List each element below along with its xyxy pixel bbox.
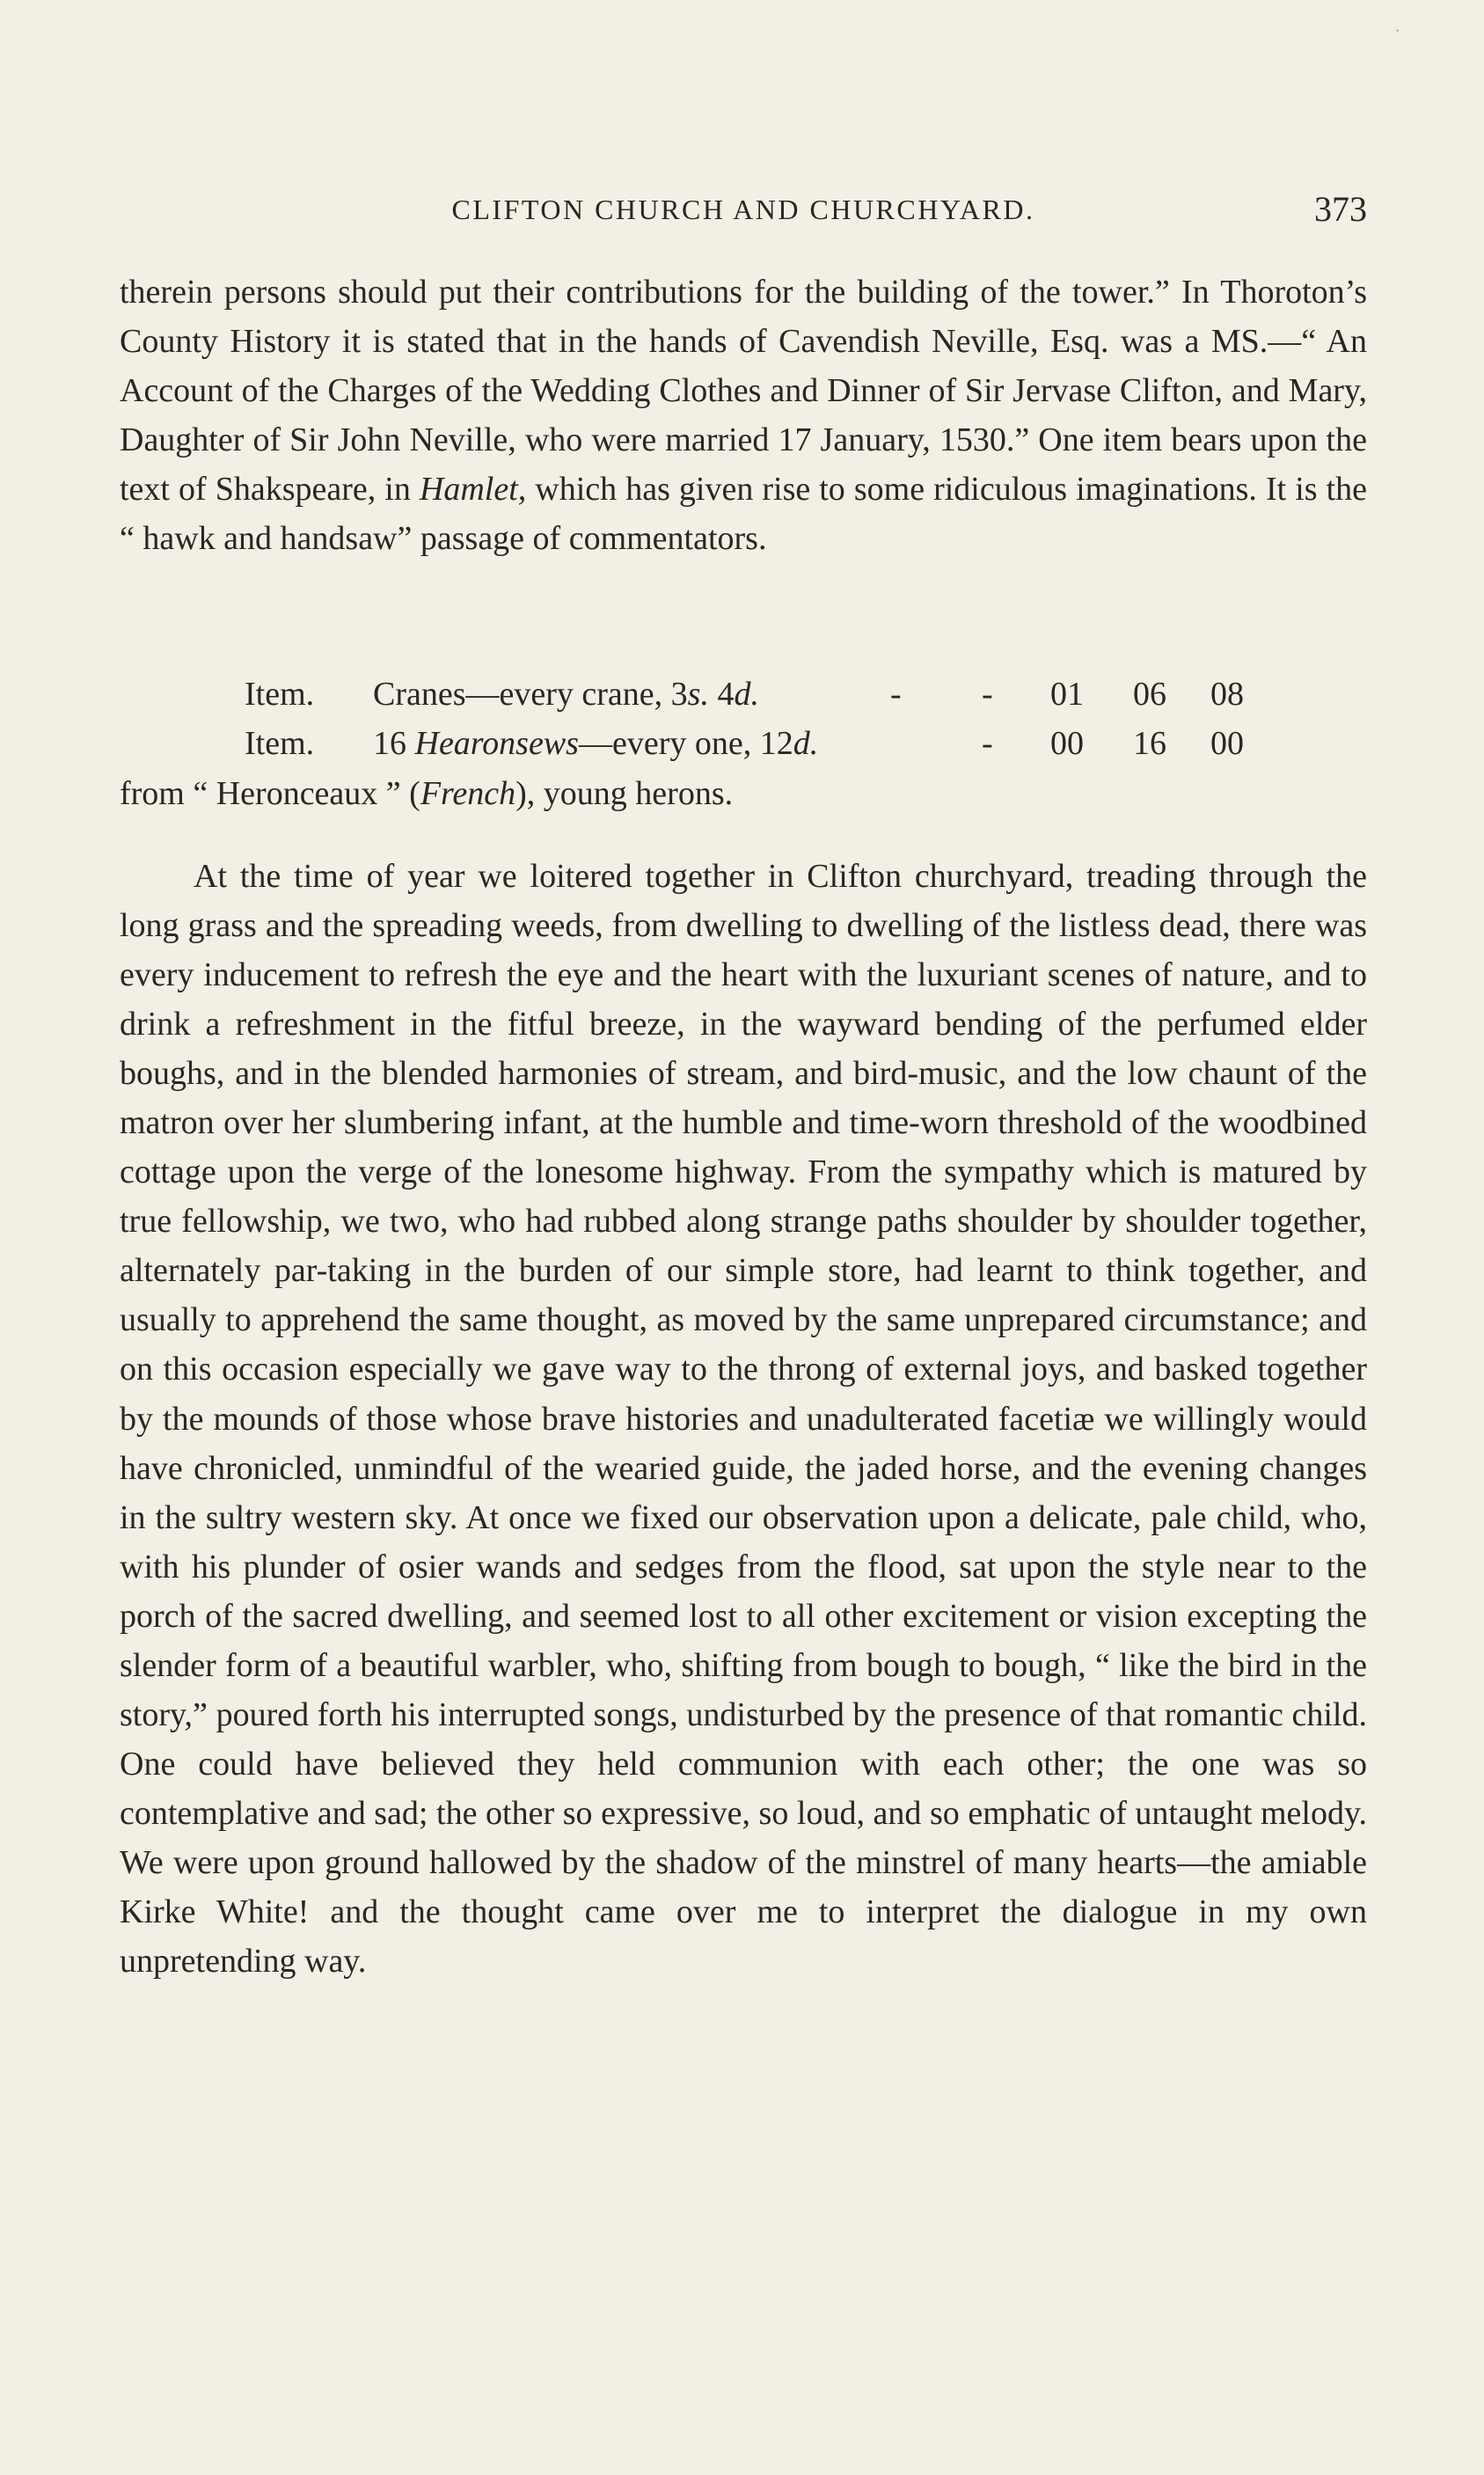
leader-dash: - <box>982 676 993 713</box>
account-item-cranes <box>245 670 1362 719</box>
page-header <box>120 188 1367 241</box>
item-desc-text: 16 <box>373 725 415 762</box>
item-desc-italic: Hearonsews <box>414 725 579 762</box>
leader-dash: - <box>890 676 902 713</box>
item-label: Item. <box>245 676 315 713</box>
amount-pounds: 01 <box>1050 676 1084 713</box>
item-desc-shillings-abbr: s. <box>687 676 709 713</box>
etymology-note <box>120 769 733 818</box>
amount-pence: 08 <box>1210 676 1244 713</box>
amount-shillings: 06 <box>1133 676 1166 713</box>
item-desc-text: Cranes—every crane, 3 <box>373 676 688 713</box>
item-desc-text: —every one, 12 <box>578 725 793 762</box>
account-item-hearonsews <box>245 719 1362 768</box>
item-label: Item. <box>245 725 315 762</box>
etymology-text: ), young herons. <box>515 775 734 812</box>
amount-pounds: 00 <box>1050 725 1084 762</box>
amount-shillings: 16 <box>1133 725 1166 762</box>
etymology-language: French <box>420 775 516 812</box>
paragraph-1-text-b: which has given rise to some ridiculous imaginations. It is the “ hawk and handsaw” passage of commentators. <box>120 471 1368 557</box>
corner-mark: · <box>1394 19 1401 41</box>
running-title: CLIFTON CHURCH AND CHURCHYARD. <box>451 194 1035 225</box>
item-description <box>373 670 759 719</box>
etymology-text: from “ Heronceaux ” ( <box>120 775 420 812</box>
page-number: 373 <box>1314 189 1367 229</box>
hamlet-title: Hamlet, <box>419 471 527 508</box>
leader-dash: - <box>982 725 993 762</box>
item-desc-pence-abbr: d. <box>734 676 759 713</box>
paragraph-1 <box>120 267 1367 563</box>
paragraph-1-text-a: therein persons should put their contributions for the building of the tower.” In Thoroton’s County History it is stated that in the hands of Cavendish Neville, Esq. was a MS.—“ An Account of the Charges of the Wedding Clothes and Dinner of Sir Jervase Clifton, and Mary, Daughter of Sir John Neville, who were married 17 January, 1530.” One item bears upon the text of Shakspeare, in <box>120 274 1367 508</box>
item-desc-pence-abbr: d. <box>793 725 819 762</box>
paragraph-2: At the time of year we loitered together in Clifton churchyard, treading through the long grass and the spreading weeds, from dwelling to dwelling of the listless dead, there was every inducement to refresh the eye and the heart with the luxuriant scenes of nature, and to drink a refreshment in the fitful breeze, in the wayward bending of the perfumed elder boughs, and in the blended harmonies of stream, and bird-music, and the low chaunt of the matron over her slumbering infant, at the humble and time-worn threshold of the woodbined cottage upon the verge of the lonesome highway. From the sympathy which is matured by true fellowship, we two, who had rubbed along strange paths shoulder by shoulder together, alternately par-taking in the burden of our simple store, had learnt to think together, and usually to apprehend the same thought, as moved by the same unprepared circumstance; and on this occasion especially we gave way to the throng of external joys, and basked together by the mounds of those whose brave histories and unadulterated facetiæ we willingly would have chronicled, unmindful of the wearied guide, the jaded horse, and the evening changes in the sultry western sky. At once we fixed our observation upon a delicate, pale child, who, with his plunder of osier wands and sedges from the flood, sat upon the style near to the porch of the sacred dwelling, and seemed lost to all other excitement or vision excepting the slender form of a beautiful warbler, who, shifting from bough to bough, “ like the bird in the story,” poured forth his interrupted songs, undisturbed by the presence of that romantic child. One could have believed they held communion with each other; the one was so contemplative and sad; the other so expressive, so loud, and so emphatic of untaught melody. We were upon ground hallowed by the shadow of the minstrel of many hearts—the amiable Kirke White! and the thought came over me to interpret the dialogue in my own unpretending way. <box>120 858 1367 1981</box>
item-description <box>373 719 818 768</box>
amount-pence: 00 <box>1210 725 1244 762</box>
item-desc-text: 4 <box>708 676 735 713</box>
